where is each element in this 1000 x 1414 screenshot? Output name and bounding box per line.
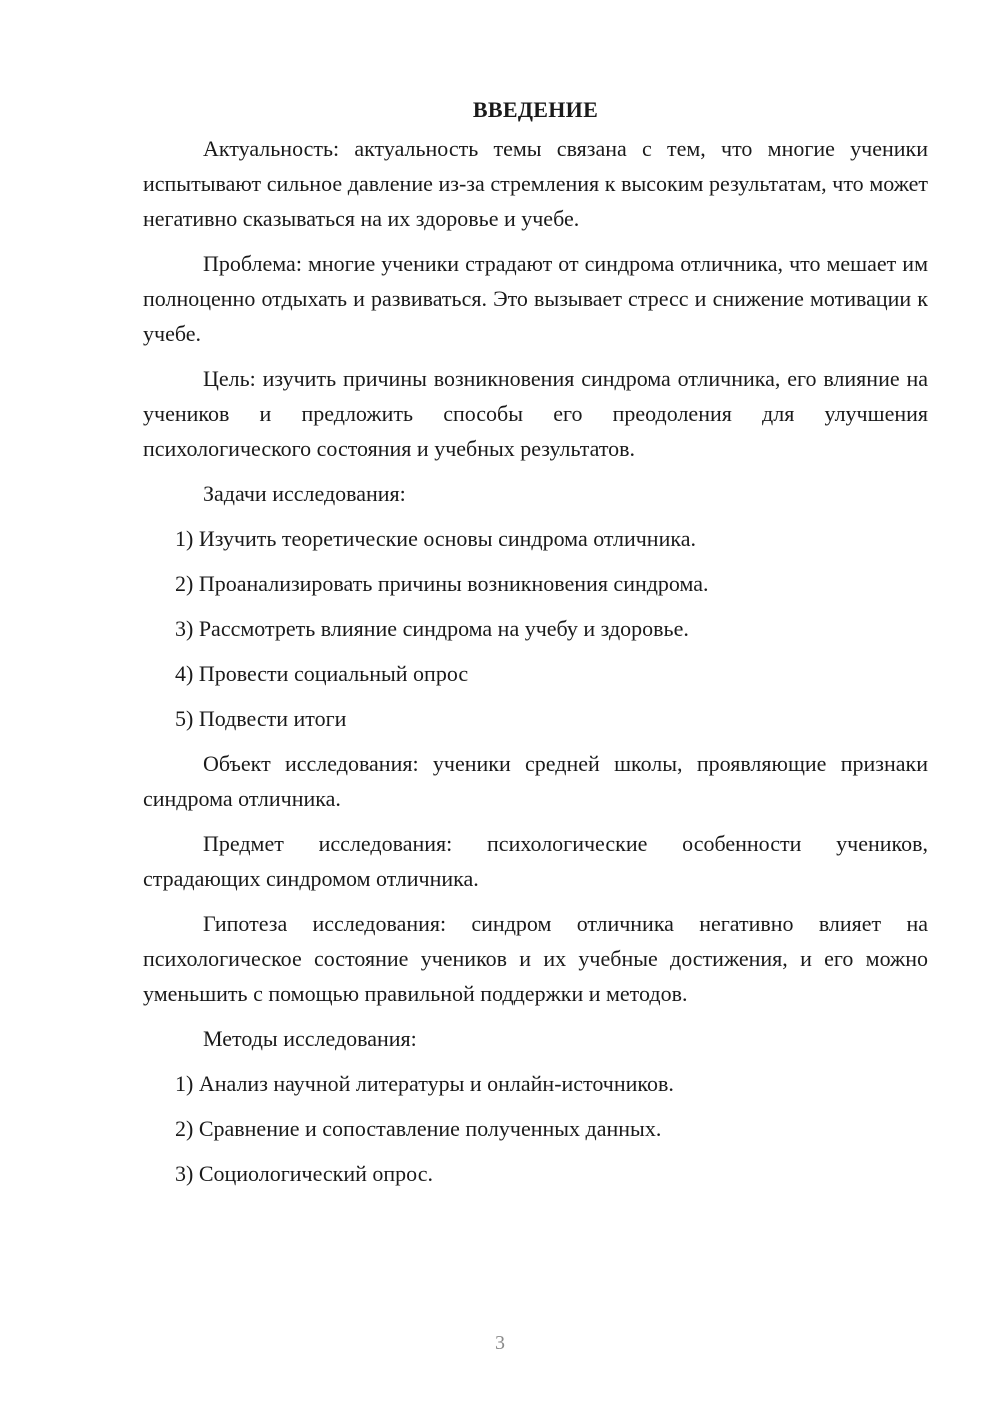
problem-paragraph: Проблема: многие ученики страдают от синдрома отличника, что мешает им полноценно отдыхать и развиваться. Это вызывает стресс и снижение мотивации к учебе. <box>143 251 928 346</box>
list-item: 3) Рассмотреть влияние синдрома на учебу и здоровье. <box>175 616 689 641</box>
methods-heading: Методы исследования: <box>203 1026 417 1051</box>
tasks-heading: Задачи исследования: <box>203 481 406 506</box>
methods-list <box>143 1066 928 1191</box>
list-item: 2) Проанализировать причины возникновения синдрома. <box>175 571 709 596</box>
list-item: 4) Провести социальный опрос <box>175 661 469 686</box>
page-number: 3 <box>495 1332 505 1354</box>
list-item: 2) Сравнение и сопоставление полученных данных. <box>175 1116 662 1141</box>
document-page <box>143 95 928 1201</box>
list-item: 3) Социологический опрос. <box>175 1161 433 1186</box>
page-title: ВВЕДЕНИЕ <box>472 97 599 122</box>
hypothesis-paragraph: Гипотеза исследования: синдром отличника негативно влияет на психологическое состояние учеников и их учебные достижения, и его можно уменьшить с помощью правильной поддержки и методов. <box>143 911 928 1006</box>
object-paragraph: Объект исследования: ученики средней школы, проявляющие признаки синдрома отличника. <box>143 751 928 811</box>
list-item: 1) Анализ научной литературы и онлайн-источников. <box>175 1071 674 1096</box>
goal-paragraph: Цель: изучить причины возникновения синдрома отличника, его влияние на учеников и предложить способы его преодоления для улучшения психологического состояния и учебных результатов. <box>143 366 928 461</box>
subject-paragraph: Предмет исследования: психологические особенности учеников, страдающих синдромом отличника. <box>143 831 928 891</box>
list-item: 1) Изучить теоретические основы синдрома отличника. <box>175 526 696 551</box>
tasks-list <box>143 521 928 736</box>
relevance-paragraph: Актуальность: актуальность темы связана с тем, что многие ученики испытывают сильное давление из-за стремления к высоким результатам, что может негативно сказываться на их здоровье и учебе. <box>143 136 928 231</box>
list-item: 5) Подвести итоги <box>175 706 347 731</box>
